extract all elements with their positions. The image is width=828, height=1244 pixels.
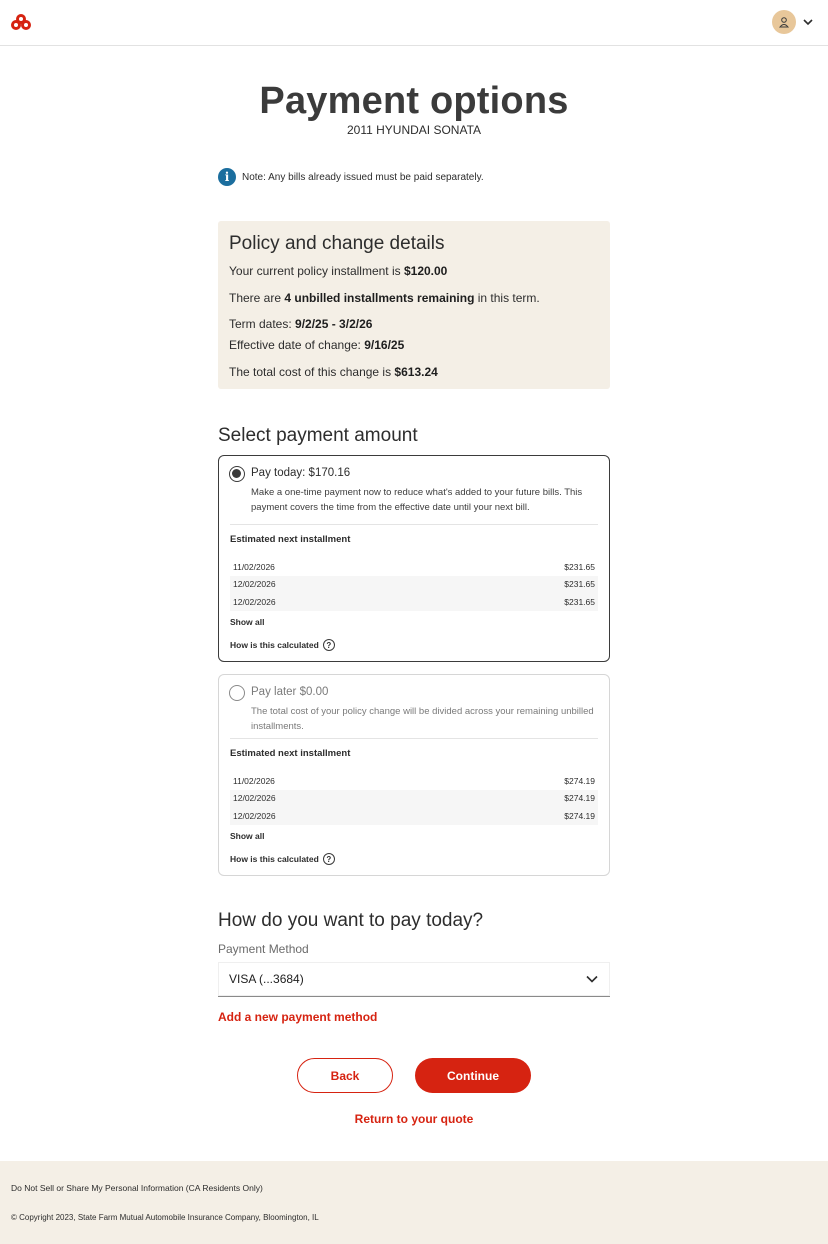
account-menu[interactable] (772, 10, 814, 34)
installment-label: Your current policy installment is (229, 264, 404, 278)
pay-today-description: Make a one-time payment now to reduce what's added to your future bills. This payment covers the time from the effective date until your next bill. (251, 487, 583, 513)
effective-date (229, 338, 404, 352)
pay-today-label: Pay today: (251, 467, 309, 479)
row-amount: $231.65 (564, 579, 595, 590)
unbilled-count: 4 unbilled installments remaining (284, 291, 475, 305)
how-calculated-link[interactable] (230, 639, 335, 651)
table-row (230, 807, 598, 825)
footer (0, 1161, 828, 1244)
info-icon: i (218, 168, 236, 186)
current-installment (229, 264, 447, 278)
how-calculated-label: How is this calculated (230, 854, 319, 864)
divider (230, 738, 598, 739)
pay-today-title (251, 467, 350, 479)
table-row (230, 772, 598, 790)
pay-later-description: The total cost of your policy change will be divided across your remaining unbilled installments. (251, 706, 594, 732)
installment-table (230, 558, 598, 611)
back-button[interactable]: Back (297, 1058, 393, 1093)
unbilled-installments (229, 291, 540, 305)
row-date: 12/02/2026 (233, 596, 276, 607)
effective-value: 9/16/25 (364, 338, 405, 352)
effective-label: Effective date of change: (229, 338, 365, 352)
term-dates (229, 317, 372, 331)
table-row (230, 576, 598, 594)
pay-later-amount: $0.00 (299, 686, 329, 698)
show-all-link[interactable]: Show all (230, 617, 265, 627)
estimated-installment-label: Estimated next installment (230, 534, 351, 545)
row-amount: $231.65 (564, 596, 595, 607)
table-row (230, 593, 598, 611)
policy-heading: Policy and change details (229, 233, 445, 254)
show-all-link[interactable]: Show all (230, 831, 265, 841)
select-amount-heading: Select payment amount (218, 425, 418, 446)
row-date: 12/02/2026 (233, 579, 276, 590)
chevron-down-icon (585, 972, 599, 986)
row-amount: $274.19 (564, 793, 595, 804)
installment-table (230, 772, 598, 825)
unbilled-suffix: in this term. (474, 291, 540, 305)
term-label: Term dates: (229, 317, 296, 331)
pay-today-amount: $170.16 (308, 467, 351, 479)
row-amount: $274.19 (564, 810, 595, 821)
unbilled-prefix: There are (229, 291, 285, 305)
vehicle-subtitle: 2011 HYUNDAI SONATA (346, 123, 482, 137)
payment-method-value: VISA (...3684) (229, 972, 304, 986)
pay-method-heading: How do you want to pay today? (218, 910, 484, 931)
privacy-link[interactable]: Do Not Sell or Share My Personal Information (CA Residents Only) (11, 1183, 263, 1193)
pay-later-radio[interactable] (229, 685, 245, 701)
row-date: 11/02/2026 (233, 561, 275, 572)
row-date: 12/02/2026 (233, 793, 276, 804)
payment-method-select[interactable] (218, 962, 610, 997)
page-title: Payment options (259, 80, 569, 122)
estimated-installment-label: Estimated next installment (230, 748, 351, 759)
continue-button[interactable]: Continue (415, 1058, 531, 1093)
person-icon (778, 16, 790, 28)
chevron-down-icon[interactable] (802, 16, 814, 28)
how-calculated-label: How is this calculated (230, 640, 319, 650)
pay-today-option[interactable] (218, 455, 610, 662)
total-cost (229, 365, 438, 379)
installment-value: $120.00 (403, 264, 448, 278)
pay-today-radio[interactable] (229, 466, 245, 482)
row-date: 11/02/2026 (233, 775, 275, 786)
top-bar (0, 0, 828, 46)
row-date: 12/02/2026 (233, 810, 276, 821)
divider (230, 524, 598, 525)
table-row (230, 790, 598, 808)
term-value: 9/2/25 - 3/2/26 (295, 317, 373, 331)
how-calculated-link[interactable] (230, 853, 335, 865)
add-payment-method-link[interactable]: Add a new payment method (218, 1010, 378, 1024)
total-value: $613.24 (394, 365, 438, 379)
policy-details-panel (218, 221, 610, 389)
row-amount: $274.19 (564, 775, 595, 786)
copyright: © Copyright 2023, State Farm Mutual Automobile Insurance Company, Bloomington, IL (11, 1213, 319, 1222)
avatar[interactable] (772, 10, 796, 34)
table-row (230, 558, 598, 576)
payment-method-label: Payment Method (218, 942, 309, 956)
question-icon[interactable]: ? (323, 853, 335, 865)
question-icon[interactable]: ? (323, 639, 335, 651)
total-label: The total cost of this change is (229, 365, 395, 379)
pay-later-option[interactable] (218, 674, 610, 876)
return-to-quote-link[interactable]: Return to your quote (354, 1112, 474, 1126)
note-text: Note: Any bills already issued must be paid separately. (242, 171, 484, 183)
note (218, 168, 484, 186)
pay-later-title (251, 686, 328, 698)
row-amount: $231.65 (564, 561, 595, 572)
pay-later-label: Pay later (251, 686, 300, 698)
state-farm-logo[interactable] (10, 13, 32, 31)
